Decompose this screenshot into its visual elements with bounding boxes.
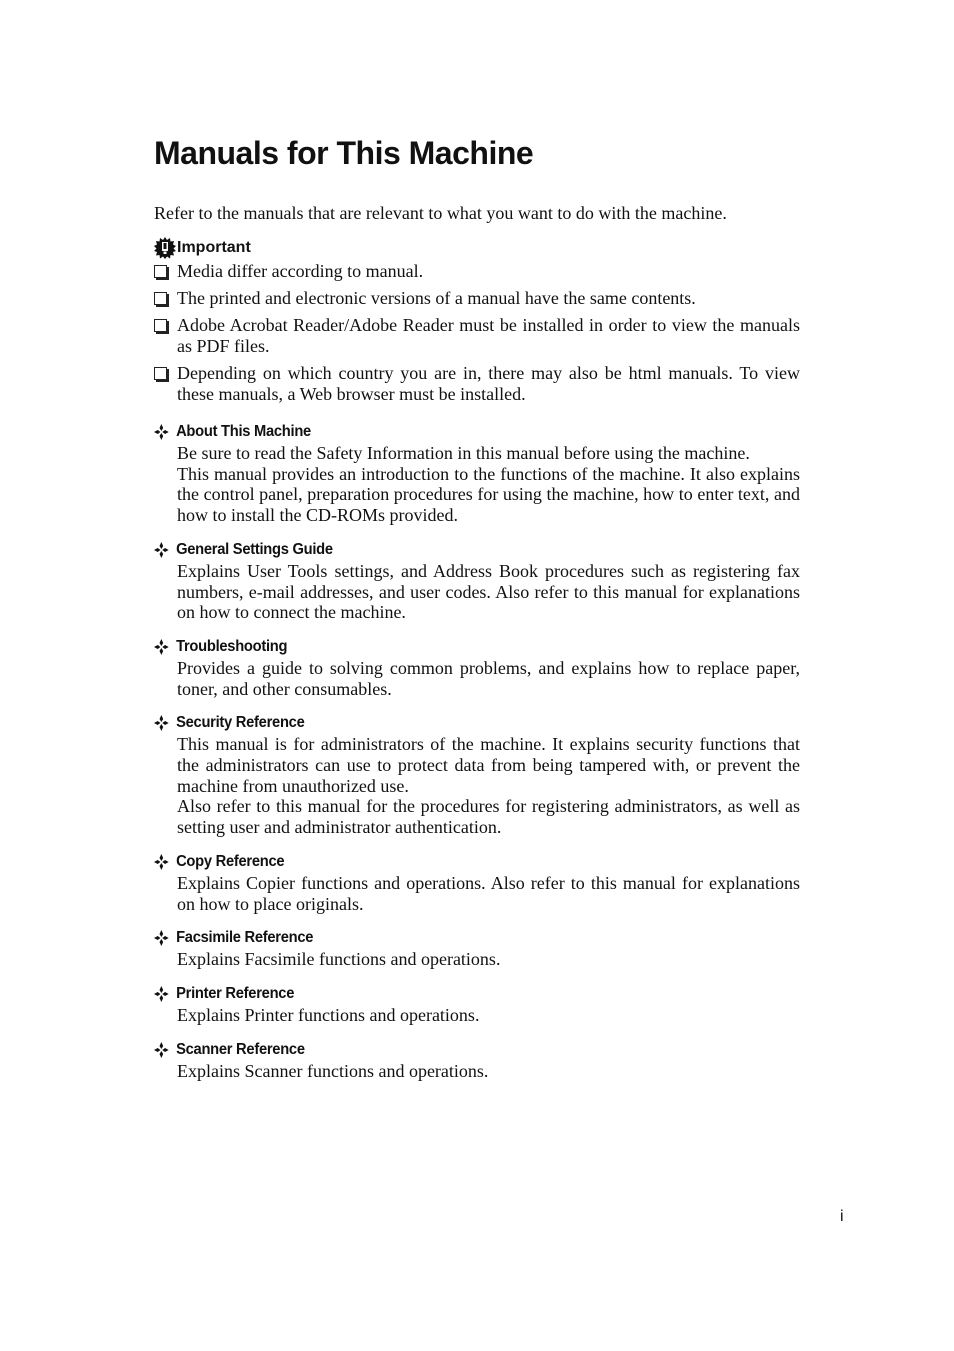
section-printer-reference <box>154 983 800 1026</box>
section-heading: General Settings Guide <box>154 539 748 561</box>
section-general-settings-guide <box>154 539 800 623</box>
section-troubleshooting <box>154 636 800 699</box>
important-seal-icon <box>154 237 176 259</box>
important-notes-list <box>154 261 800 411</box>
page-title: Manuals for This Machine <box>154 135 534 171</box>
four-diamond-icon <box>154 639 169 655</box>
section-heading: Troubleshooting <box>154 636 748 658</box>
section-heading: Printer Reference <box>154 983 748 1005</box>
section-paragraph: This manual provides an introduction to the functions of the machine. It also explains the control panel, preparation procedures for using the machine, how to enter text, and how to install the CD-ROMs provided. <box>177 463 800 526</box>
section-paragraph: Be sure to read the Safety Information in this manual before using the machine. <box>177 443 750 463</box>
four-diamond-icon <box>154 1042 169 1058</box>
section-scanner-reference <box>154 1039 800 1082</box>
important-label: Important <box>177 239 251 256</box>
section-heading: Scanner Reference <box>154 1039 748 1061</box>
four-diamond-icon <box>154 542 169 558</box>
list-item: Depending on which country you are in, there may also be html manuals. To view these manuals, a Web browser must be installed. <box>154 363 800 405</box>
list-item: Adobe Acrobat Reader/Adobe Reader must be installed in order to view the manuals as PDF files. <box>154 315 800 357</box>
important-heading <box>154 237 251 259</box>
manual-sections <box>154 421 800 1094</box>
section-paragraph: Explains Scanner functions and operations. <box>177 1060 489 1081</box>
section-facsimile-reference <box>154 927 800 970</box>
section-heading: Copy Reference <box>154 851 748 873</box>
list-item: The printed and electronic versions of a manual have the same contents. <box>154 288 800 309</box>
checkbox-bullet-icon <box>154 265 167 278</box>
checkbox-bullet-icon <box>154 367 167 380</box>
section-paragraph: Explains Printer functions and operations. <box>177 1004 480 1025</box>
section-paragraph: This manual is for administrators of the machine. It explains security functions that the administrators can use to protect data from being tampered with, or prevent the machine from unauthorized use. <box>177 734 800 796</box>
checkbox-bullet-icon <box>154 319 167 332</box>
four-diamond-icon <box>154 424 169 440</box>
section-paragraph: Explains Facsimile functions and operations. <box>177 949 501 970</box>
section-security-reference <box>154 712 800 838</box>
four-diamond-icon <box>154 986 169 1002</box>
section-about-this-machine <box>154 421 800 526</box>
section-paragraph: Explains User Tools settings, and Address Book procedures such as registering fax numbers, e-mail addresses, and user codes. Also refer to this manual for explanations on how to connect the machine. <box>177 560 800 623</box>
section-paragraph: Provides a guide to solving common problems, and explains how to replace paper, toner, and other consumables. <box>177 657 800 699</box>
list-item: Media differ according to manual. <box>154 261 800 282</box>
intro-paragraph: Refer to the manuals that are relevant to what you want to do with the machine. <box>154 203 727 223</box>
section-heading: Security Reference <box>154 712 748 734</box>
four-diamond-icon <box>154 715 169 731</box>
page-number: i <box>840 1208 844 1225</box>
four-diamond-icon <box>154 854 169 870</box>
four-diamond-icon <box>154 930 169 946</box>
section-heading: About This Machine <box>154 421 748 443</box>
section-paragraph: Also refer to this manual for the procedures for registering administrators, as well as setting user and administrator authentication. <box>177 796 800 838</box>
section-heading: Facsimile Reference <box>154 927 748 949</box>
checkbox-bullet-icon <box>154 292 167 305</box>
section-paragraph: Explains Copier functions and operations. Also refer to this manual for explanations on how to place originals. <box>177 872 800 914</box>
section-copy-reference <box>154 851 800 914</box>
